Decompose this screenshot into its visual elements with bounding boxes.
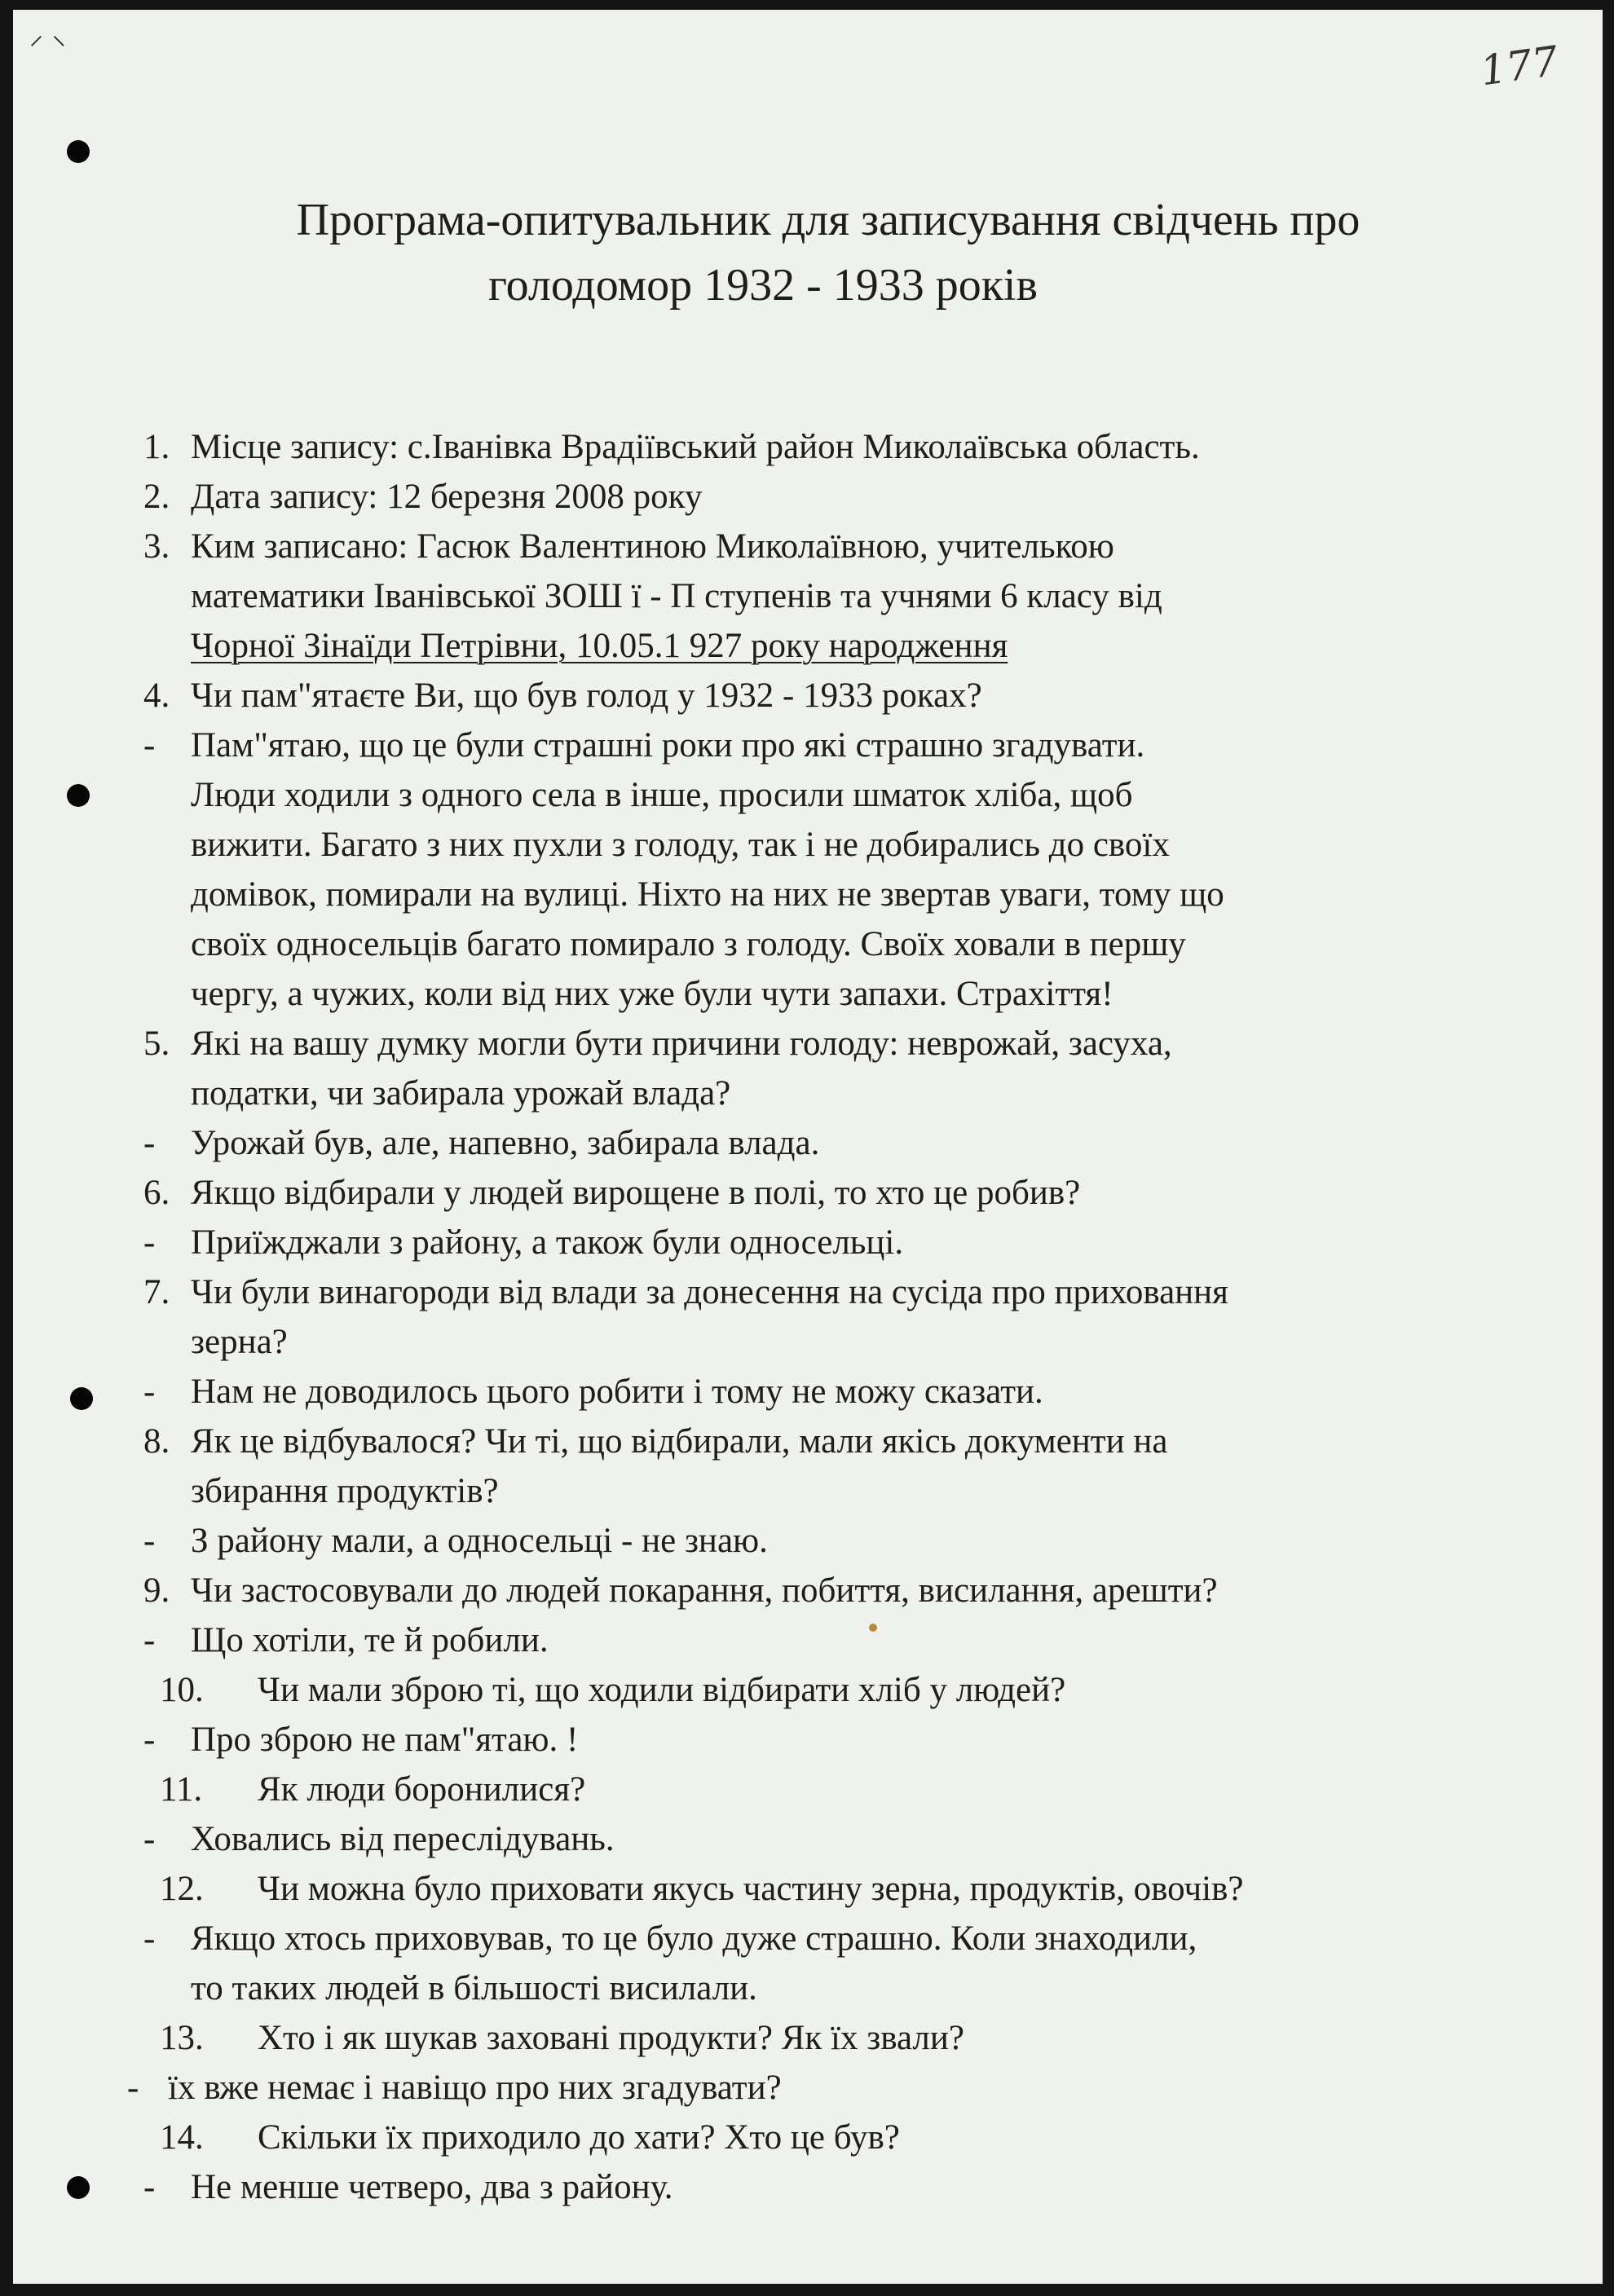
answer-item <box>127 2162 1497 2212</box>
punch-hole <box>67 784 90 807</box>
item-text: Про зброю не пам"ятаю. ! <box>191 1721 579 1759</box>
item-marker: 10. <box>160 1671 204 1709</box>
question-item <box>127 2013 1497 2063</box>
answer-item <box>127 721 1497 1019</box>
question-item <box>127 1864 1497 1914</box>
item-text: Ховались від переслідувань. <box>191 1820 615 1858</box>
item-text: Якщо хтось приховував, то це було дуже страшно. Коли знаходили, то таких людей в більшості висилали. <box>191 1919 1197 2007</box>
item-marker: - <box>127 2069 139 2107</box>
item-text: Ким записано: Гасюк Валентиною Миколаївною, учителькою математики Іванівської ЗОШ ї - П ступенів та учнями 6 класу від Чорної Зінаїди Петрівни, 10.05.1 927 року народження <box>191 527 1162 665</box>
item-text: З району мали, а односельці - не знаю. <box>191 1522 768 1560</box>
page-number: 177 <box>1477 37 1562 95</box>
item-marker: - <box>143 1721 156 1759</box>
answer-item <box>127 1118 1497 1168</box>
question-item <box>127 1168 1497 1218</box>
item-text: Які на вашу думку могли бути причини голоду: неврожай, засуха, податки, чи забирала урожай влада? <box>191 1025 1172 1113</box>
item-marker: - <box>143 1820 156 1858</box>
item-text: Скільки їх приходило до хати? Хто це був? <box>258 2118 900 2157</box>
item-text: Чи мали зброю ті, що ходили відбирати хліб у людей? <box>258 1671 1066 1709</box>
answer-item <box>127 1218 1497 1267</box>
item-text: Не менше четверо, два з району. <box>191 2168 673 2206</box>
question-item <box>127 1267 1497 1367</box>
item-marker: 13. <box>160 2019 204 2057</box>
item-marker: - <box>143 726 156 765</box>
item-text: Урожай був, але, напевно, забирала влада. <box>191 1124 820 1162</box>
question-item <box>127 522 1497 671</box>
item-text: їх вже немає і навіщо про них згадувати? <box>168 2069 782 2107</box>
paper-speck <box>869 1624 877 1632</box>
question-item <box>127 1417 1497 1516</box>
answer-item <box>127 1367 1497 1417</box>
question-item <box>127 472 1497 522</box>
answer-item <box>127 1516 1497 1566</box>
item-text: Місце запису: с.Іванівка Врадіївський район Миколаївська область. <box>191 428 1200 466</box>
item-marker: - <box>143 1373 156 1411</box>
answer-item <box>127 1914 1497 2013</box>
item-marker: 12. <box>160 1870 204 1908</box>
punch-hole <box>67 2176 90 2199</box>
punch-hole <box>70 1387 93 1410</box>
punch-hole <box>67 140 90 163</box>
item-marker: 9. <box>143 1571 170 1610</box>
item-marker: 11. <box>160 1770 203 1809</box>
item-marker: 7. <box>143 1273 170 1311</box>
item-text: Що хотіли, те й робили. <box>191 1621 549 1659</box>
item-marker: 14. <box>160 2118 204 2157</box>
answer-item <box>127 1715 1497 1765</box>
corner-mark: ⸝ ⸜ <box>29 19 66 51</box>
answer-item <box>127 2063 1497 2113</box>
question-item <box>127 1566 1497 1615</box>
item-marker: 5. <box>143 1025 170 1063</box>
questionnaire <box>127 422 1497 2212</box>
question-item <box>127 1019 1497 1118</box>
underlined-informant: Чорної Зінаїди Петрівни, 10.05.1 927 року народження <box>191 627 1008 665</box>
item-marker: 4. <box>143 676 170 715</box>
item-marker: 3. <box>143 527 170 566</box>
item-text: Дата запису: 12 березня 2008 року <box>191 478 703 516</box>
item-text: Чи були винагороди від влади за донесення на сусіда про приховання зерна? <box>191 1273 1228 1361</box>
question-item <box>127 1765 1497 1814</box>
item-marker: - <box>143 1522 156 1560</box>
item-text: Пам"ятаю, що це були страшні роки про які страшно згадувати. Люди ходили з одного села в інше, просили шматок хліба, щоб вижити. Багато з них пухли з голоду, так і не добирались до своїх домівок, помирали на вулиці. Ніхто на них не звертав уваги, тому що своїх односельців багато помирало з голоду. Своїх ховали в першу чергу, а чужих, коли від них уже були чути запахи. Страхіття! <box>191 726 1224 1013</box>
title-line-2: голодомор 1932 - 1933 років <box>488 260 1038 311</box>
item-text: Приїжджали з району, а також були односельці. <box>191 1223 904 1262</box>
title-line-1: Програма-опитувальник для записування свідчень про <box>296 195 1360 245</box>
item-marker: 1. <box>143 428 170 466</box>
item-marker: - <box>143 1124 156 1162</box>
item-text: Якщо відбирали у людей вирощене в полі, то хто це робив? <box>191 1174 1081 1212</box>
question-item <box>127 422 1497 472</box>
item-text: Чи можна було приховати якусь частину зерна, продуктів, овочів? <box>258 1870 1244 1908</box>
item-text: Чи пам"ятаєте Ви, що був голод у 1932 - 1933 роках? <box>191 676 982 715</box>
question-item <box>127 671 1497 721</box>
document-title <box>168 187 1488 318</box>
question-item <box>127 2113 1497 2162</box>
question-item <box>127 1665 1497 1715</box>
answer-item <box>127 1615 1497 1665</box>
item-text: Чи застосовували до людей покарання, побиття, висилання, арешти? <box>191 1571 1218 1610</box>
item-marker: 2. <box>143 478 170 516</box>
item-marker: 6. <box>143 1174 170 1212</box>
item-marker: - <box>143 2168 156 2206</box>
item-marker: - <box>143 1919 156 1958</box>
item-marker: 8. <box>143 1422 170 1461</box>
item-text: Хто і як шукав заховані продукти? Як їх звали? <box>258 2019 964 2057</box>
item-marker: - <box>143 1223 156 1262</box>
answer-item <box>127 1814 1497 1864</box>
item-marker: - <box>143 1621 156 1659</box>
item-text: Як це відбувалося? Чи ті, що відбирали, мали якісь документи на збирання продуктів? <box>191 1422 1168 1510</box>
item-text: Нам не доводилось цього робити і тому не можу сказати. <box>191 1373 1043 1411</box>
item-text: Як люди боронилися? <box>258 1770 586 1809</box>
document-page <box>13 10 1603 2284</box>
